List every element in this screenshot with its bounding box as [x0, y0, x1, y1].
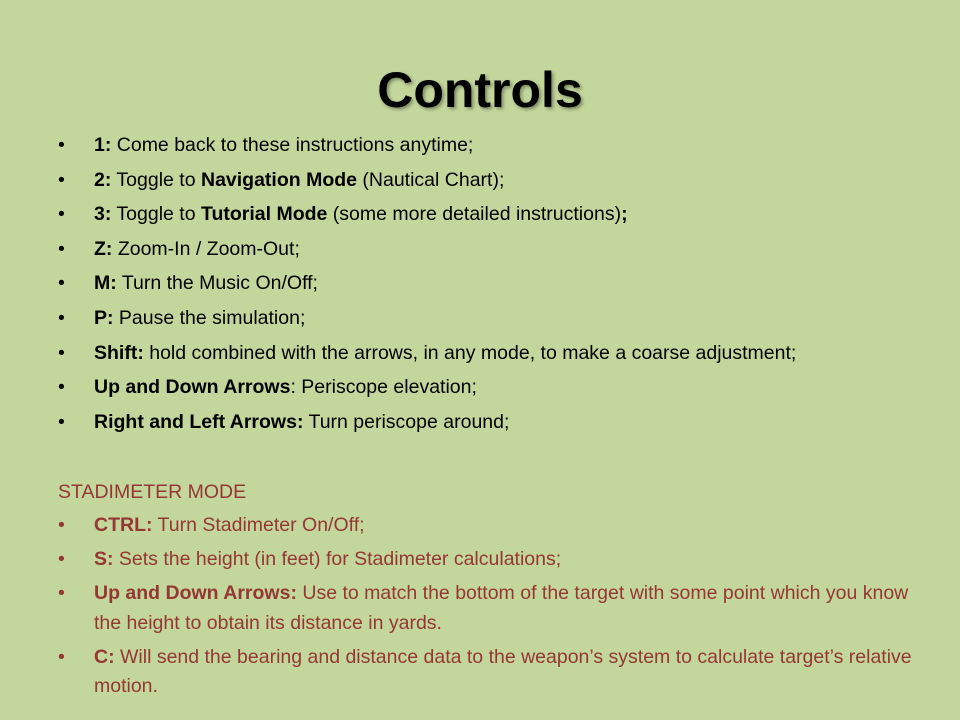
- bullet-icon: •: [58, 203, 65, 226]
- list-item: • Up and Down Arrows: Periscope elevation;: [58, 372, 938, 402]
- key-label: M:: [94, 272, 117, 295]
- list-item: • P: Pause the simulation;: [58, 303, 938, 333]
- list-item: • S: Sets the height (in feet) for Stadimeter calculations;: [58, 545, 938, 575]
- key-label: P:: [94, 306, 114, 329]
- bullet-icon: •: [58, 645, 65, 668]
- bullet-icon: •: [58, 376, 65, 399]
- controls-list: [58, 130, 938, 441]
- list-item: • M: Turn the Music On/Off;: [58, 268, 938, 298]
- key-label: Up and Down Arrows:: [94, 582, 297, 605]
- bullet-icon: •: [58, 410, 65, 433]
- bullet-icon: •: [58, 548, 65, 571]
- list-item: • 2: Toggle to Navigation Mode (Nautical Chart);: [58, 165, 938, 195]
- bullet-icon: •: [58, 272, 65, 295]
- list-item: • Right and Left Arrows: Turn periscope around;: [58, 407, 938, 437]
- key-label: 2:: [94, 168, 112, 191]
- list-item: • 1: Come back to these instructions anytime;: [58, 130, 938, 160]
- key-label: Shift:: [94, 341, 144, 364]
- list-item: • Up and Down Arrows: Use to match the bottom of the target with some point which you know the height to obtain its distance in yards.: [58, 579, 938, 638]
- key-label: Up and Down Arrows: [94, 376, 291, 399]
- bullet-icon: •: [58, 237, 65, 260]
- bullet-icon: •: [58, 168, 65, 191]
- key-label: 3:: [94, 203, 112, 226]
- bullet-icon: •: [58, 134, 65, 156]
- list-item: • Z: Zoom-In / Zoom-Out;: [58, 234, 938, 264]
- bullet-icon: •: [58, 582, 65, 605]
- stadimeter-heading: STADIMETER MODE: [58, 481, 247, 503]
- key-label: S:: [94, 548, 114, 571]
- bullet-icon: •: [58, 306, 65, 329]
- list-item: • Shift: hold combined with the arrows, in any mode, to make a coarse adjustment;: [58, 338, 938, 368]
- bullet-icon: •: [58, 514, 65, 536]
- list-item: • C: Will send the bearing and distance data to the weapon’s system to calculate target’s relative motion.: [58, 643, 938, 702]
- key-label: Z:: [94, 237, 113, 260]
- key-label: C:: [94, 645, 115, 668]
- list-item: • 3: Toggle to Tutorial Mode (some more detailed instructions);: [58, 199, 938, 229]
- bullet-icon: •: [58, 341, 65, 364]
- key-label: Right and Left Arrows:: [94, 410, 304, 433]
- key-label: CTRL:: [94, 514, 153, 536]
- key-label: 1:: [94, 134, 112, 156]
- page-title: Controls: [377, 62, 583, 118]
- list-item: • CTRL: Turn Stadimeter On/Off;: [58, 511, 938, 541]
- stadimeter-list: [58, 511, 938, 706]
